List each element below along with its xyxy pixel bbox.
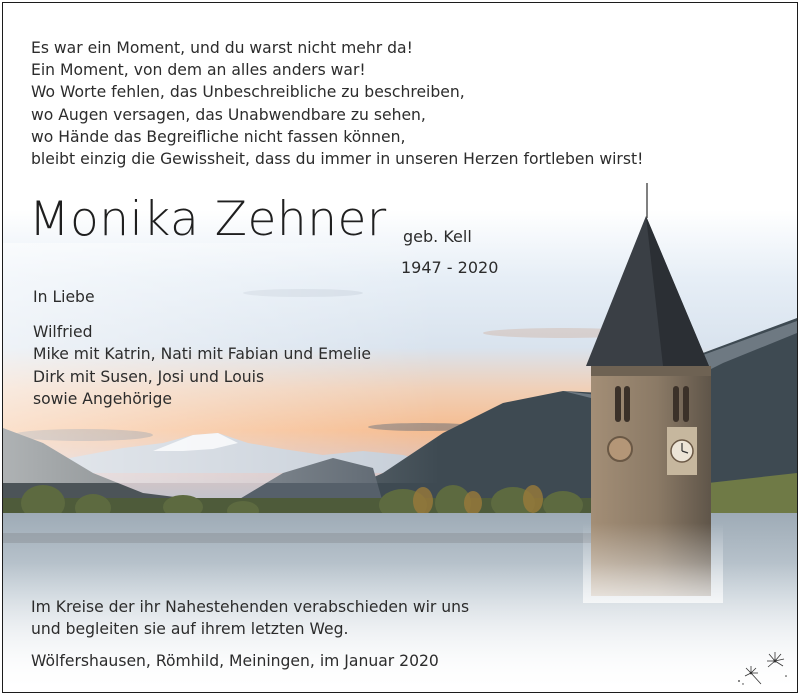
poem-line: Ein Moment, von dem an alles anders war! — [31, 61, 366, 80]
poem — [31, 37, 643, 170]
life-years: 1947 - 2020 — [401, 258, 499, 277]
deceased-name: Monika Zehner — [29, 192, 387, 247]
mourner-line: Wilfried — [33, 323, 93, 341]
place-date: Wölfershausen, Römhild, Meiningen, im Januar 2020 — [31, 652, 439, 670]
poem-line: Es war ein Moment, und du warst nicht mehr da! — [31, 39, 413, 57]
mourner-line: Dirk mit Susen, Josi und Louis — [33, 367, 265, 386]
mourner-line: Mike mit Katrin, Nati mit Fabian und Emelie — [33, 345, 372, 364]
obituary-card — [2, 2, 798, 693]
poem-line: wo Hände das Begreifliche nicht fassen können, — [31, 127, 406, 146]
closing-text — [31, 596, 469, 640]
dandelion-seed-icon — [731, 651, 791, 687]
maiden-name: geb. Kell — [403, 227, 472, 246]
mourner-line: sowie Angehörige — [33, 390, 173, 409]
closing-line: und begleiten sie auf ihrem letzten Weg. — [31, 620, 349, 639]
closing-line: Im Kreise der ihr Nahestehenden verabschieden wir uns — [31, 598, 470, 616]
poem-line: Wo Worte fehlen, das Unbeschreibliche zu beschreiben, — [31, 83, 465, 102]
poem-line: wo Augen versagen, das Unabwendbare zu sehen, — [31, 105, 426, 124]
mourners-list — [33, 321, 371, 411]
poem-line: bleibt einzig die Gewissheit, dass du immer in unseren Herzen fortleben wirst! — [31, 150, 644, 169]
mourners-intro: In Liebe — [33, 288, 95, 306]
